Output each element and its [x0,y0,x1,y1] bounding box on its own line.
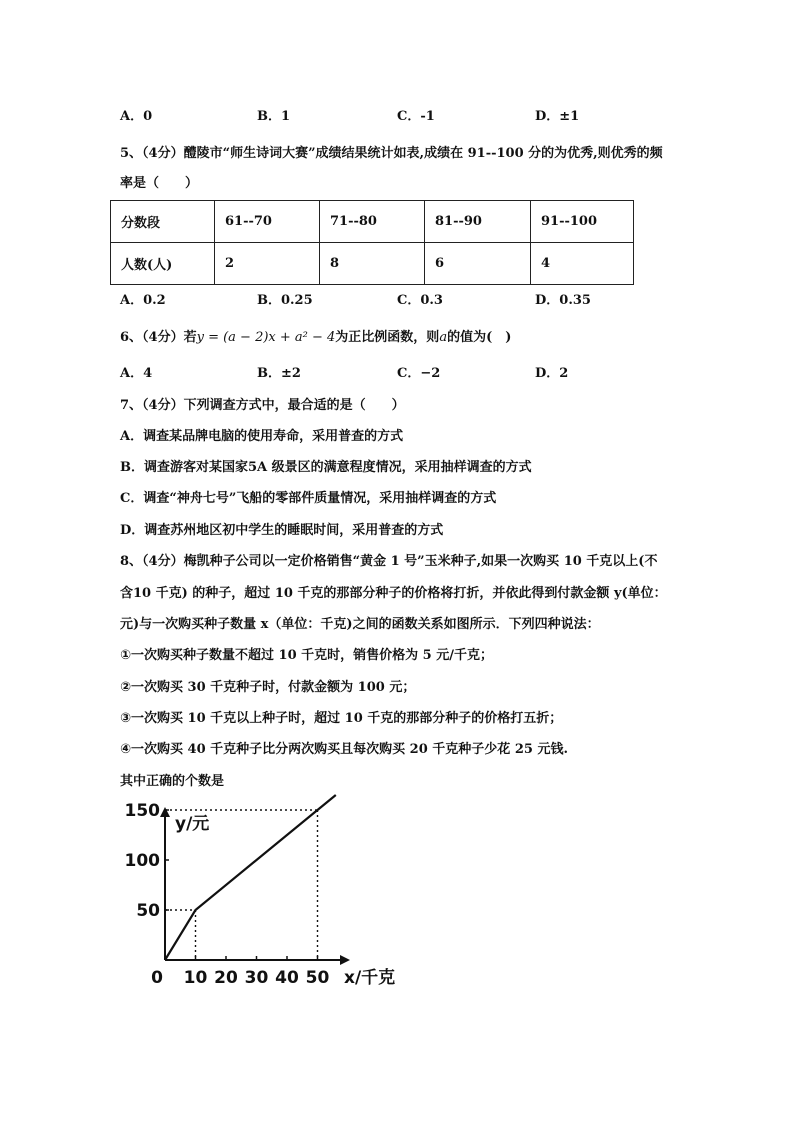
table-cell: 人数(人) [111,243,215,285]
table-cell: 8 [320,243,425,285]
table-cell: 61--70 [215,201,320,243]
q4-option-d: D．±1 [535,109,580,124]
x-tick-label: 40 [275,968,299,988]
q6-stem [120,330,511,346]
q5-option-b: B．0.25 [257,293,313,308]
y-tick-label: 50 [136,901,160,921]
q8-stem-line2: 含10 千克) 的种子，超过 10 千克的那部分种子的价格将打折，并依此得到付款金额 y(单位： [120,586,667,601]
q7-stem: 7、（4分）下列调查方式中，最合适的是（ ） [120,398,405,413]
y-axis-arrow-icon [160,807,170,817]
q8-stem-line1: 8、（4分）梅凯种子公司以一定价格销售“黄金 1 号”玉米种子,如果一次购买 10 千克以上(不 [120,554,658,569]
score-table-header-row [111,201,634,243]
y-tick-label: 150 [124,801,160,821]
q6-option-b: B．±2 [257,366,301,381]
price-function-chart [124,801,410,995]
q5-option-a: A．0.2 [120,293,166,308]
q4-option-a: A．0 [120,109,153,124]
q8-stem-line3: 元)与一次购买种子数量 x（单位：千克)之间的函数关系如图所示．下列四种说法： [120,617,600,632]
x-axis-label: x/千克 [344,968,396,988]
circled-number-2: ② [120,680,132,695]
q5-option-d: D．0.35 [535,293,591,308]
table-cell: 4 [531,243,634,285]
circled-number-3: ③ [120,711,132,726]
table-cell: 81--90 [425,201,531,243]
q8-closing: 其中正确的个数是 [120,774,225,789]
score-table-data-row [111,243,634,285]
q5-stem-line2: 率是（ ） [120,176,199,191]
q6-prefix: 6、（4分）若 [120,330,197,345]
table-cell: 6 [425,243,531,285]
q8-statement-1 [120,648,493,664]
q5-stem-line1: 5、（4分）醴陵市“师生诗词大赛”成绩结果统计如表,成绩在 91--100 分的为优秀,则优秀的频 [120,146,663,161]
statement-text: 一次购买 10 千克以上种子时，超过 10 千克的那部分种子的价格打五折； [131,711,563,726]
origin-label: 0 [151,968,163,988]
circled-number-1: ① [120,648,132,663]
q4-option-c: C．-1 [397,109,435,124]
q4-option-b: B．1 [257,109,291,124]
y-axis-label: y/元 [175,814,210,834]
circled-number-4: ④ [120,742,132,757]
x-tick-label: 10 [183,968,208,988]
q5-option-c: C．0.3 [397,293,443,308]
x-axis-arrow-icon [340,955,350,965]
q7-choice-d: D．调查苏州地区初中学生的睡眠时间，采用普查的方式 [120,523,444,538]
y-tick-label: 100 [124,851,160,871]
statement-text: 一次购买 30 千克种子时，付款金额为 100 元； [131,680,416,695]
q6-option-c: C．−2 [397,366,441,381]
q8-statement-3 [120,711,562,727]
q6-middle: 为正比例函数，则 [335,330,440,345]
statement-text: 一次购买种子数量不超过 10 千克时，销售价格为 5 元/千克； [131,648,494,663]
table-cell: 2 [215,243,320,285]
score-table [110,200,634,285]
q6-variable: a [439,330,448,345]
q7-choice-c: C．调查“神舟七号”飞船的零部件质量情况，采用抽样调查的方式 [120,491,497,506]
x-tick-label: 50 [305,968,330,988]
q8-statement-2 [120,680,415,696]
q8-statement-4 [120,742,568,758]
x-tick-label: 20 [214,968,238,988]
q6-formula: y = (a − 2)x + a² − 4 [196,330,336,345]
q6-option-d: D．2 [535,366,569,381]
table-cell: 分数段 [111,201,215,243]
statement-text: 一次购买 40 千克种子比分两次购买且每次购买 20 千克种子少花 25 元钱. [131,742,568,757]
table-cell: 71--80 [320,201,425,243]
q7-choice-b: B．调查游客对某国家5A 级景区的满意程度情况，采用抽样调查的方式 [120,460,532,475]
q7-choice-a: A．调查某品牌电脑的使用寿命，采用普查的方式 [120,429,404,444]
x-tick-label: 30 [244,968,269,988]
q6-option-a: A．4 [120,366,153,381]
table-cell: 91--100 [531,201,634,243]
q6-suffix: 的值为( ) [447,330,512,345]
